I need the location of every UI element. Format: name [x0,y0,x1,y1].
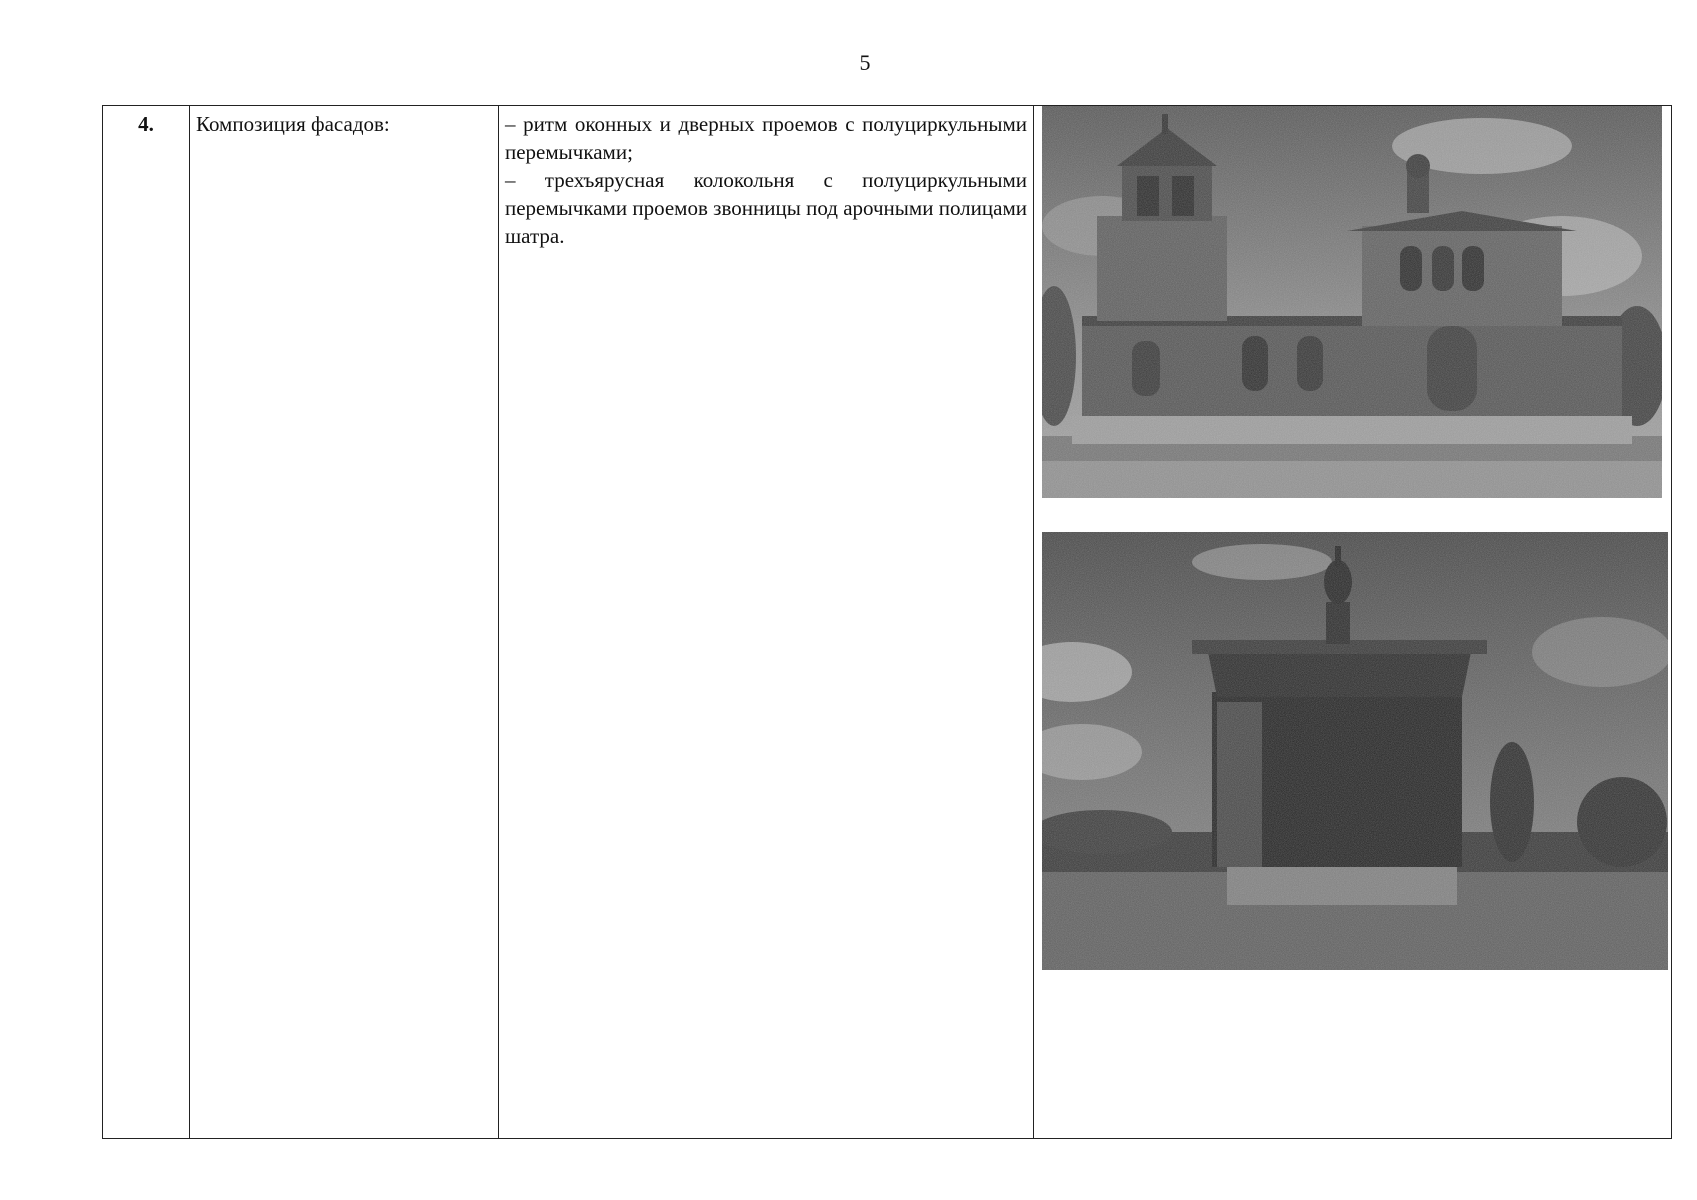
row-name: Композиция фасадов: [190,106,499,1139]
row-index: 4. [103,106,190,1139]
page-number: 5 [859,50,871,75]
facade-table [102,105,1672,1139]
bell-tower-photo [1042,532,1668,970]
table-row [103,106,1672,1139]
church-facade-photo [1042,106,1662,498]
description-item: – трехъярусная колокольня с полуциркульными перемычками проемов звонницы под арочными полицами шатра. [505,168,1027,248]
description-item: – ритм оконных и дверных проемов с полуциркульными перемычками; [505,112,1027,164]
photo-cell [1034,106,1672,1139]
row-description [499,106,1034,1139]
